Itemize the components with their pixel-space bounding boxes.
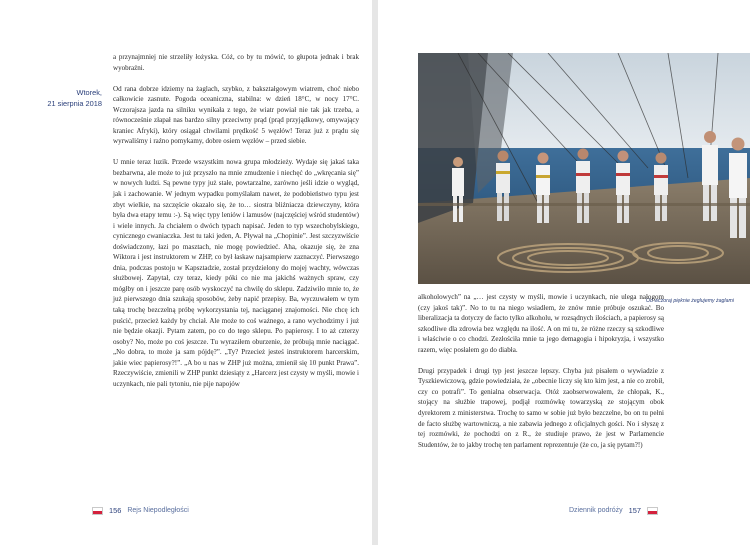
date-day: 21 sierpnia 2018 xyxy=(47,98,102,108)
running-title: Rejs Niepodległości xyxy=(127,507,189,514)
page-number: 157 xyxy=(628,506,641,515)
polish-flag-icon xyxy=(647,507,658,515)
photo-caption: Od wczoraj pięknie żeglujemy żaglami xyxy=(646,298,734,304)
polish-flag-icon xyxy=(92,507,103,515)
right-page xyxy=(378,0,750,545)
date-sidenote xyxy=(20,88,102,109)
paragraph: a przynajmniej nie strzeliły łożyska. Cóż, co by tu mówić, to głupota jednak i brak wyobraźni. xyxy=(113,53,359,72)
date-weekday: Wtorek, xyxy=(76,88,102,97)
paragraph: U mnie teraz luzik. Przede wszystkim nowa grupa młodzieży. Wydaje się jakaś taka bezbarwna, ale może to już przyszło na mnie zmudzenie i niechęć do „wkręcania się” w nowych ludzi. Są pewne typy już stałe, powtarzalne, zarówno jeśli idzie o wygląd, jak i zachowanie. W jednym wypadku pomyślałam nawet, że podobieństwo typu jest zbyt wielkie, na szczęście okazało się, że to… siostra bliźniacza dziewczyny, która była dwa etapy temu :-). Są więc typy leniów i lamusów (najczęściej wśród studentów) i wiele innych. Ja chciałem o dwóch typach napisać. Jeden to typ wszechobylskiego, cynicznego cwaniaczka. Jest tu taki jeden, A. Pływał na „Chopinie”. Jest szczyzwiście doświadczony, łazi po masztach, nie mogę powiedzieć. Aha, okazuje się, że zna Wiktora i jest instruktorem w ZHP, co był łaskaw najsampierw zaznaczyć. Pierwszego dnia, podczas postoju w Kapsztadzie, został przydzielony do mojej wachty, wówczas służbowej. Zapytał, czy teraz, kiedy póki co nie ma jakichś ważnych spraw, czy mógłby on i jeszcze parę osób wyskoczyć na chwilę do sklepu. Zadziwiło mnie to, że już pierwszego dnia szukają sposobów, żeby napić przepisy. Ba, wyczuwałem w tym taką trochę bezczelną próbę wykorzystania tej, naciąganej znajomości. Nie chcę ich puścić, przecież każdy by chciał. Ale może to coś ważnego, a rano wychodzimy i już nie będzie okazji. Pytam zatem, po co do tego sklepu. Po papierosy. I to aż czterzy osoby? No, może po coś jeszcze. Tu wyraziłem oburzenie, że próbują mnie naciągać. „No dobra, to może ja sam pójdę?”. „Ty? Przecież jesteś instruktorem harcerskim, jakie wiec papierosy?!”. „A bo u nas w ZHP już można, zmienił się 10 punkt Prawa”. Rzeczywiście, zmienili w ZHP punkt dziesiąty z „Harcerz jest czysty w myśli, mowie i uczynkach, nie pali tytoniu, nie pije napojów xyxy=(113,158,359,388)
left-text-column xyxy=(113,52,359,389)
paragraph: Od rana dobrze idziemy na żaglach, szybko, z bakształgowym wiatrem, choć niebo całkowicie zasnute. Pogoda oceaniczna, stabilna: w dzień 18°C, w nocy 17°C. Wczorajsza jazda na silniku wynikała z tego, że wiatr powiał nie tak jak trzeba, a równocześnie złapał nas bardzo silny przeciwny prąd (prąd przyjądkowy, omywający kraniec Afryki), który osiągał chwilami prędkość 5 węzłów! Teraz już z prądu się wyrwaliśmy i raźno pomykamy, dobre osiem węzłów – przed siebie. xyxy=(113,84,359,146)
running-title: Dziennik podróży xyxy=(568,507,623,514)
ship-deck-photo xyxy=(418,53,750,284)
paragraph: alkoholowych” na „… jest czysty w myśli, mowie i uczynkach, nie ulega nałogom (czy jakoś tak)”. No to tu na niego wsiadłem, że znów mnie próbuje oszukać. Bo liberalizacja ta dotyczy de facto tylko alkoholu, w rozsądnych ilościach, a papierosy są szkodliwe dla zdrowia bez względu na ilość. A on mi tu, że różne rzeczy są szkodliwe i właściwie o co chodzi. Zezłościła mnie ta jego demagogia i hipokryzja, i wszystko razem, więc posłałem go do diabła. xyxy=(418,293,664,354)
right-footer xyxy=(569,506,658,515)
page-number: 156 xyxy=(109,506,122,515)
left-footer xyxy=(92,506,189,515)
left-page xyxy=(0,0,372,545)
right-text-column xyxy=(418,292,664,450)
paragraph: Drugi przypadek i drugi typ jest jeszcze lepszy. Chyba już pisałem o wywiadzie z Tyszkiewiczową, gdzie powiedziała, że „obecnie liczy się kto kim jest, a nie co zrobił, czy co potrafi”. To genialna obserwacja. Otóż zaobserwowałem, że chłopak, K., stojący na służbie trapowej, podjął rozmówkę towarzyską ze stojącym obok dyrektorem z ministerstwa. Trochę to samo w sobie już było bezczelne, bo on tu pełni de facto służbę wartowniczą, a nie zabawia jednego z oficjalnych gości. No i słyszę z tej rozmówki, że pochodzi on z R., że studiuje prawo, że jest w Parlamencie Studentów, że to jakby trochę ten parlament reprezentuje (że co, ja się pytam?!) xyxy=(418,366,664,449)
